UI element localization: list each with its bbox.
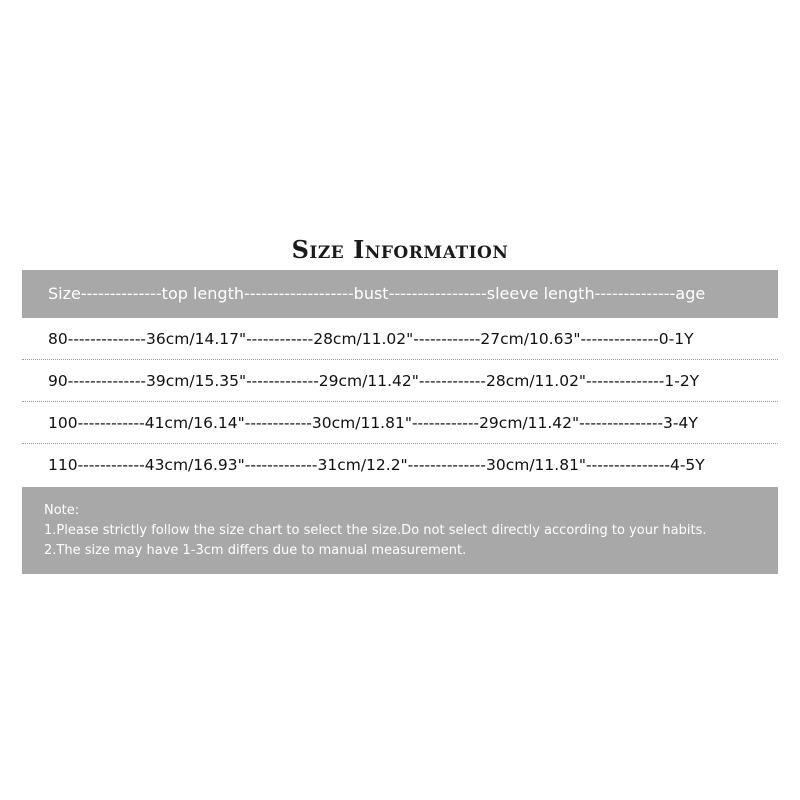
note-heading: Note: [44, 503, 80, 518]
table-row: 80--------------36cm/14.17"------------28cm/11.02"------------27cm/10.63"--------------0-1Y [22, 319, 778, 360]
table-row: 90--------------39cm/15.35"-------------29cm/11.42"------------28cm/11.02"--------------1-2Y [22, 361, 778, 402]
page-title: Size Information [291, 235, 509, 264]
note-line: 2.The size may have 1-3cm differs due to manual measurement. [44, 543, 467, 558]
table-row: 110------------43cm/16.93"-------------31cm/12.2"--------------30cm/11.81"---------------4-5Y [48, 456, 705, 474]
table-header-row: Size--------------top length-------------------bust-----------------sleeve length--------------age [22, 270, 778, 318]
size-table [22, 270, 778, 485]
note-line: 1.Please strictly follow the size chart to select the size.Do not select directly according to your habits. [44, 523, 707, 538]
note-box [22, 487, 778, 574]
table-row: 100------------41cm/16.14"------------30cm/11.81"------------29cm/11.42"---------------3-4Y [22, 403, 778, 444]
